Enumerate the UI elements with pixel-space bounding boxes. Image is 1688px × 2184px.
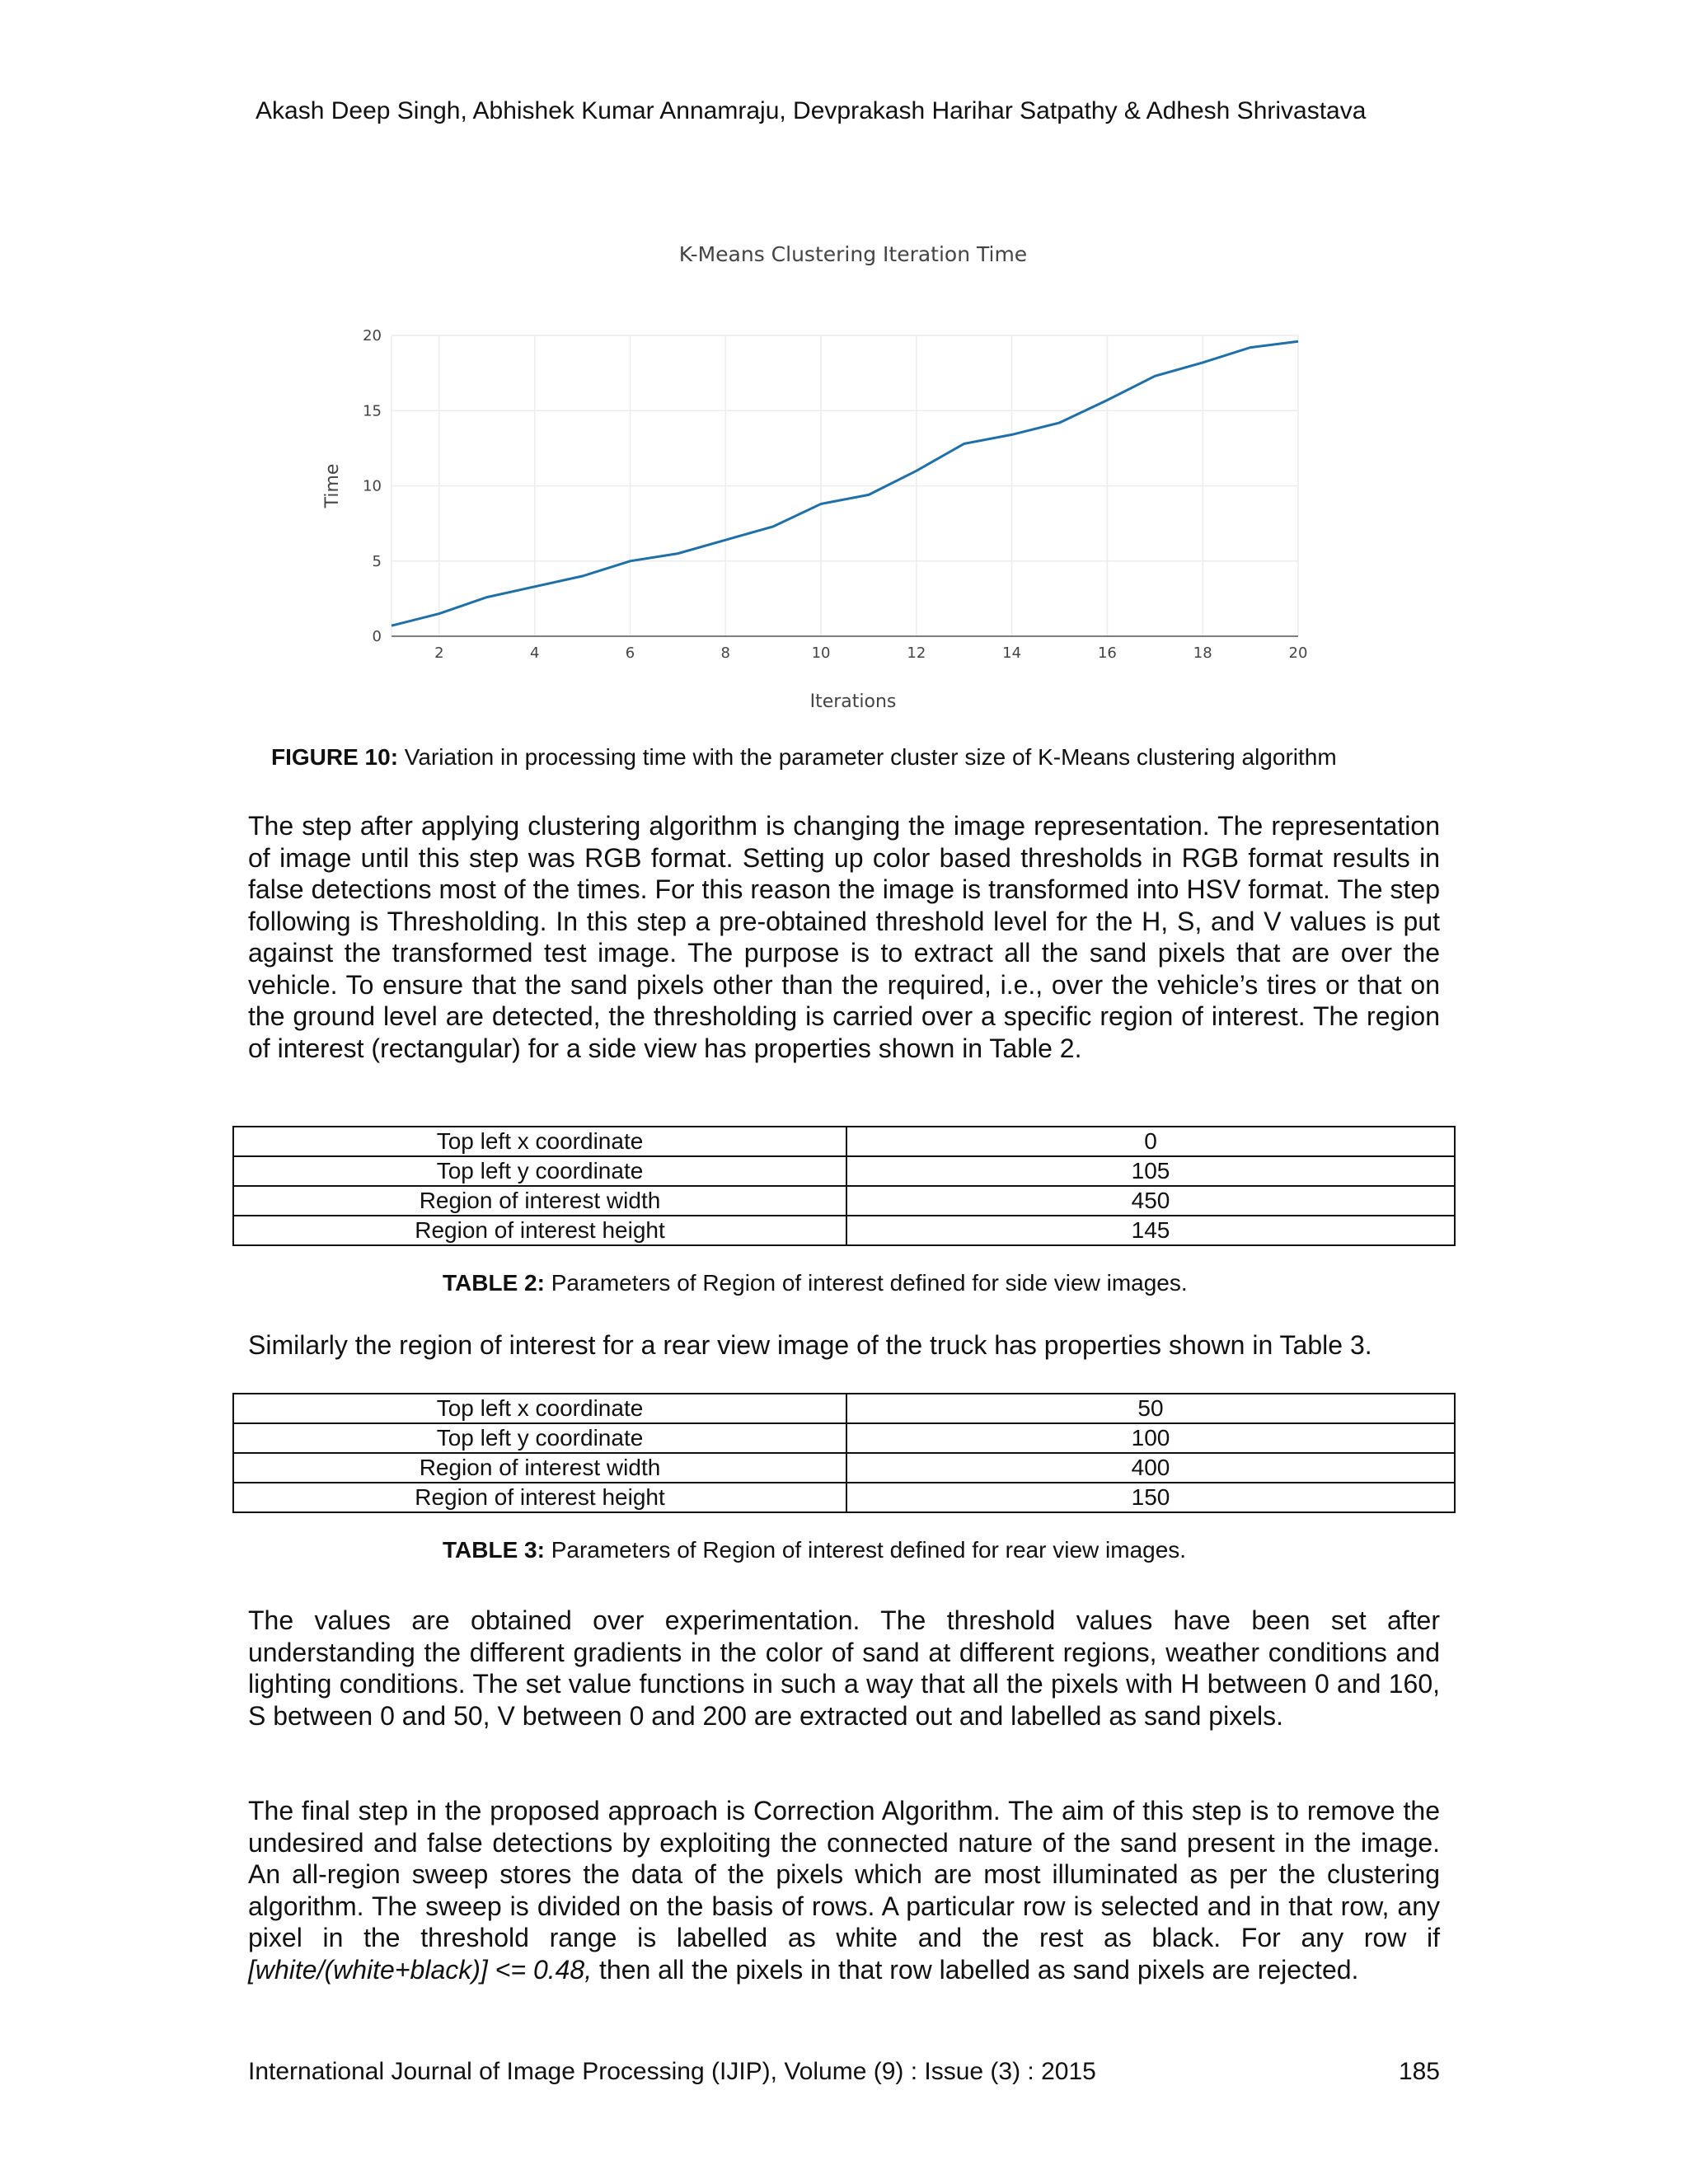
table-2-caption	[443, 1270, 1188, 1296]
figure-10-caption-label: FIGURE 10:	[271, 744, 399, 770]
table-row	[233, 1156, 1455, 1186]
table-row	[233, 1186, 1455, 1216]
y-tick-label: 10	[363, 477, 382, 495]
table-row	[233, 1483, 1455, 1512]
paragraph-text: The final step in the proposed approach is Correction Algorithm. The aim of this step is to remove the undesired and false detections by exploiting the connected nature of the sand present in the image. An all-region sweep stores the data of the pixels which are most illuminated as per the clustering algorithm. The sweep is divided on the basis of rows. A particular row is selected and in that row, any pixel in the threshold range is labelled as white and the rest as black. For any row if	[248, 1796, 1440, 1952]
x-tick-label: 6	[625, 644, 635, 662]
y-tick-label: 0	[372, 628, 382, 645]
table-row	[233, 1423, 1455, 1453]
table-cell-value: 105	[846, 1156, 1455, 1186]
table-cell-value: 400	[846, 1453, 1455, 1483]
y-axis-title: Time	[322, 463, 343, 509]
figure-10-caption	[271, 744, 1337, 771]
table-3-caption-text: Parameters of Region of interest defined for rear view images.	[544, 1537, 1187, 1563]
x-tick-label: 14	[1002, 644, 1022, 662]
paragraph-text: then all the pixels in that row labelled as sand pixels are rejected.	[592, 1954, 1359, 1985]
footer-journal: International Journal of Image Processing (IJIP), Volume (9) : Issue (3) : 2015	[248, 2058, 1096, 2085]
figure-10-caption-text: Variation in processing time with the parameter cluster size of K-Means clustering algorithm	[398, 744, 1337, 770]
y-tick-label: 15	[363, 402, 382, 420]
x-tick-label: 2	[434, 644, 444, 662]
table-cell-param: Region of interest height	[233, 1483, 846, 1512]
table-cell-value: 450	[846, 1186, 1455, 1216]
footer-page-number: 185	[1398, 2058, 1440, 2085]
paragraph-threshold-values: The values are obtained over experimentation. The threshold values have been set after understanding the different gradients in the color of sand at different regions, weather conditions and lighting conditions. The set value functions in such a way that all the pixels with H between 0 and 160, S between 0 and 50, V between 0 and 200 are extracted out and labelled as sand pixels.	[248, 1605, 1440, 1731]
table-cell-param: Region of interest height	[233, 1216, 846, 1245]
table-cell-param: Top left x coordinate	[233, 1127, 846, 1156]
table-cell-value: 50	[846, 1394, 1455, 1423]
table-cell-value: 0	[846, 1127, 1455, 1156]
paragraph-correction-algorithm	[248, 1795, 1440, 1985]
table-2-caption-text: Parameters of Region of interest defined for side view images.	[544, 1270, 1188, 1296]
formula: [white/(white+black)] <= 0.48,	[248, 1954, 593, 1985]
table-cell-value: 100	[846, 1423, 1455, 1453]
table-row	[233, 1216, 1455, 1245]
table-2	[232, 1126, 1456, 1246]
table-cell-param: Region of interest width	[233, 1453, 846, 1483]
figure-10-chart	[297, 231, 1401, 725]
y-tick-label: 20	[363, 327, 382, 344]
table-3	[232, 1393, 1456, 1513]
table-cell-value: 145	[846, 1216, 1455, 1245]
chart-grid	[392, 335, 1298, 636]
table-cell-param: Top left y coordinate	[233, 1423, 846, 1453]
chart-ticks	[363, 327, 1307, 662]
table-row	[233, 1394, 1455, 1423]
table-row	[233, 1127, 1455, 1156]
table-cell-param: Top left x coordinate	[233, 1394, 846, 1423]
table-cell-value: 150	[846, 1483, 1455, 1512]
x-axis-title: Iterations	[809, 691, 897, 712]
table-cell-param: Region of interest width	[233, 1186, 846, 1216]
table-row	[233, 1453, 1455, 1483]
x-tick-label: 10	[811, 644, 831, 662]
table-cell-param: Top left y coordinate	[233, 1156, 846, 1186]
paragraph-thresholding: The step after applying clustering algorithm is changing the image representation. The representation of image until this step was RGB format. Setting up color based thresholds in RGB format results in false detections most of the times. For this reason the image is transformed into HSV format. The step following is Thresholding. In this step a pre-obtained threshold level for the H, S, and V values is put against the transformed test image. The purpose is to extract all the sand pixels that are over the vehicle. To ensure that the sand pixels other than the required, i.e., over the vehicle’s tires or that on the ground level are detected, the thresholding is carried over a specific region of interest. The region of interest (rectangular) for a side view has properties shown in Table 2.	[248, 811, 1440, 1063]
line-chart	[297, 231, 1401, 725]
y-tick-label: 5	[372, 552, 382, 570]
table-3-caption	[443, 1537, 1186, 1563]
paragraph-rear-view: Similarly the region of interest for a rear view image of the truck has properties shown in Table 3.	[248, 1330, 1372, 1360]
x-tick-label: 18	[1193, 644, 1212, 662]
x-tick-label: 8	[720, 644, 730, 662]
running-header-authors: Akash Deep Singh, Abhishek Kumar Annamraju, Devprakash Harihar Satpathy & Adhesh Shrivastava	[256, 97, 1367, 124]
x-tick-label: 16	[1097, 644, 1117, 662]
table-3-caption-label: TABLE 3:	[443, 1537, 545, 1563]
x-tick-label: 20	[1288, 644, 1308, 662]
chart-title: K-Means Clustering Iteration Time	[678, 242, 1028, 266]
series-line-time	[392, 341, 1298, 626]
table-2-caption-label: TABLE 2:	[443, 1270, 545, 1296]
x-tick-label: 12	[907, 644, 926, 662]
x-tick-label: 4	[529, 644, 540, 662]
